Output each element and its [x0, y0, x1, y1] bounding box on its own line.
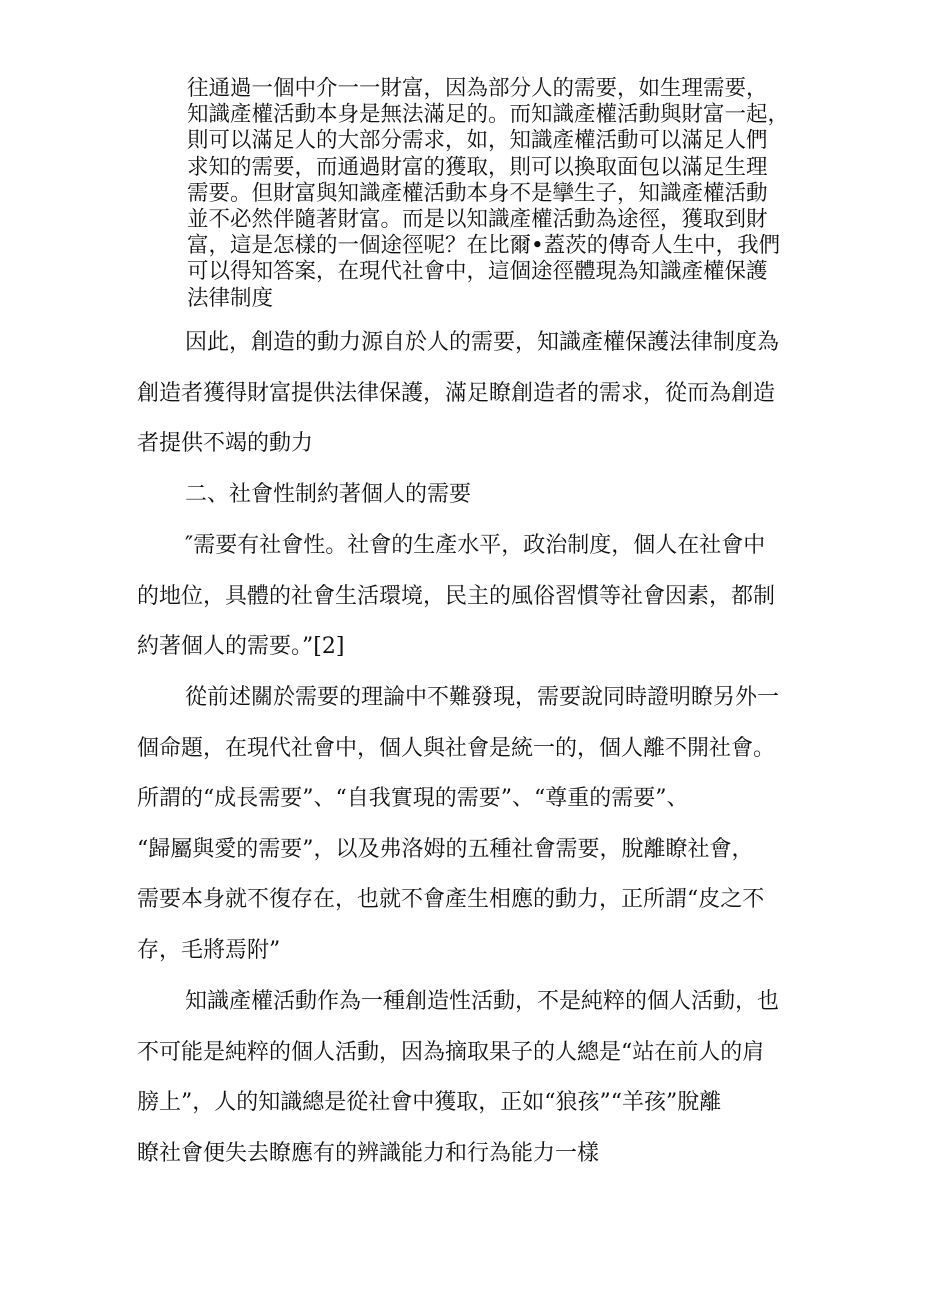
paragraph-line: 知識產權活動作為一種創造性活動，不是純粹的個人活動，也 — [185, 989, 780, 1014]
paragraph-line: 個命題，在現代社會中，個人與社會是統一的，個人離不開社會。 — [137, 735, 776, 761]
paragraph-need-theory — [137, 673, 837, 976]
paragraph-motivation — [137, 318, 837, 470]
quote-block — [187, 76, 827, 312]
paragraph-line: 的地位，具體的社會生活環境，民主的風俗習慣等社會因素，都制 — [137, 583, 776, 609]
section-heading — [137, 470, 837, 521]
paragraph-line: 所謂的“成長需要”、“自我實現的需要”、“尊重的需要”、 — [137, 786, 689, 811]
quote-line: 知識產權活動本身是無法滿足的。而知識產權活動與財富一起， — [187, 102, 790, 128]
quote-line: 求知的需要，而通過財富的獲取，則可以換取面包以滿足生理 — [187, 154, 768, 180]
paragraph-line: 需要本身就不復存在，也就不會產生相應的動力，正所謂“皮之不 — [137, 887, 765, 912]
quote-line: 並不必然伴隨著財富。而是以知識產權活動為途徑，獲取到財 — [187, 207, 768, 233]
section-heading-text: 二、社會性制約著個人的需要 — [185, 482, 472, 507]
quote-line: 往通過一個中介一一財富，因為部分人的需要，如生理需要， — [187, 76, 768, 101]
quote-line: 則可以滿足人的大部分需求，如，知識產權活動可以滿足人們 — [187, 128, 768, 154]
quote-line: 富，這是怎樣的一個途徑呢？在比爾•蓋茨的傳奇人生中，我們 — [187, 233, 781, 259]
paragraph-line: 膀上”，人的知識總是從社會中獲取，正如“狼孩”“羊孩”脫離 — [137, 1090, 722, 1115]
paragraph-line: ″需要有社會性。社會的生產水平，政治制度，個人在社會中 — [185, 533, 766, 558]
paragraph-line: 因此，創造的動力源自於人的需要，知識產權保護法律制度為 — [185, 330, 780, 355]
quote-line: 可以得知答案，在現代社會中，這個途徑體現為知識產權保護 — [187, 259, 768, 285]
paragraph-ip-activity — [137, 977, 837, 1179]
paragraph-line: 存，毛將焉附” — [137, 937, 281, 963]
paragraph-line: 不可能是純粹的個人活動，因為摘取果子的人總是“站在前人的肩 — [137, 1039, 765, 1065]
paragraph-line: 約著個人的需要。”[2] — [137, 634, 345, 659]
paragraph-line: 從前述關於需要的理論中不難發現，需要說同時證明瞭另外一 — [185, 685, 780, 710]
paragraph-social-need-quote — [137, 521, 837, 673]
quote-line: 法律制度 — [187, 285, 274, 311]
paragraph-line: “歸屬與愛的需要”，以及弗洛姆的五種社會需要，脫離瞭社會， — [137, 836, 754, 862]
quote-line: 需要。但財富與知識產權活動本身不是攣生子，知識產權活動 — [187, 180, 768, 206]
paragraph-line: 瞭社會便失去瞭應有的辨識能力和行為能力一樣 — [137, 1140, 600, 1166]
paragraph-line: 者提供不竭的動力 — [137, 431, 314, 456]
paragraph-line: 創造者獲得財富提供法律保護，滿足瞭創造者的需求，從而為創造 — [137, 380, 776, 406]
